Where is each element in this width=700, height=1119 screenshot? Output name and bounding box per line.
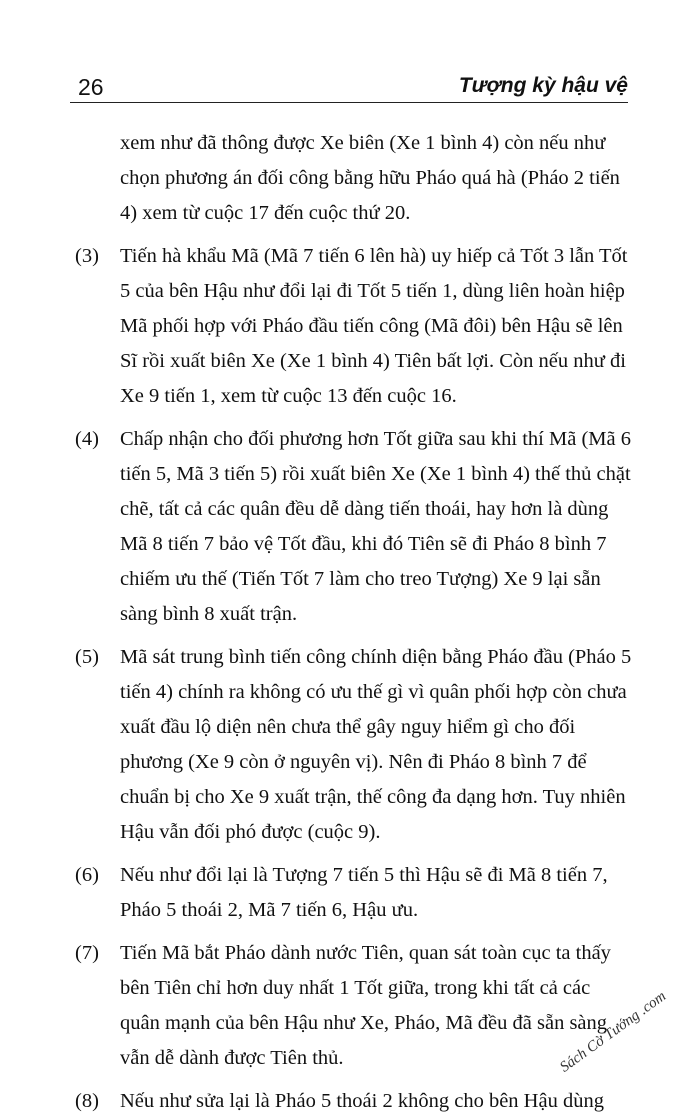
watermark: Sách Cờ Tướng .com xyxy=(557,988,670,1076)
note-5 xyxy=(75,640,635,850)
note-6 xyxy=(75,858,635,928)
note-3 xyxy=(75,239,635,414)
note-text: Tiến Mã bắt Pháo dành nước Tiên, quan sát toàn cục ta thấy bên Tiên chỉ hơn duy nhất 1 Tốt giữa, trong khi tất cả các quân mạnh của bên Hậu như Xe, Pháo, Mã đều đã sẵn sàng vẫn dễ dành được Tiên thủ. xyxy=(120,942,611,1069)
running-title: Tượng kỳ hậu vệ xyxy=(458,74,628,97)
page-body xyxy=(75,126,635,1119)
note-text: Tiến hà khẩu Mã (Mã 7 tiến 6 lên hà) uy hiếp cả Tốt 3 lẫn Tốt 5 của bên Hậu như đổi lại đi Tốt 5 tiến 1, dùng liên hoàn hiệp Mã phối hợp với Pháo đầu tiến công (Mã đôi) bên Hậu sẽ lên Sĩ rồi xuất biên Xe (Xe 1 bình 4) Tiên bất lợi. Còn nếu như đi Xe 9 tiến 1, xem từ cuộc 13 đến cuộc 16. xyxy=(120,245,628,407)
note-text: Chấp nhận cho đối phương hơn Tốt giữa sau khi thí Mã (Mã 6 tiến 5, Mã 3 tiến 5) rồi xuất biên Xe (Xe 1 bình 4) thế thủ chặt chẽ, tất cả các quân đều dễ dàng tiến thoái, hay hơn là dùng Mã 8 tiến 7 bảo vệ Tốt đầu, khi đó Tiên sẽ đi Pháo 8 bình 7 chiếm ưu thế (Tiến Tốt 7 làm cho treo Tượng) Xe 9 lại sẵn sàng bình 8 xuất trận. xyxy=(120,428,631,625)
note-text: Nếu như sửa lại là Pháo 5 thoái 2 không cho bên Hậu dùng xyxy=(120,1090,604,1112)
page-header xyxy=(70,72,628,104)
note-8 xyxy=(75,1084,635,1119)
header-rule xyxy=(70,102,628,103)
page-number: 26 xyxy=(78,74,104,100)
note-number: (7) xyxy=(75,942,99,964)
note-number: (8) xyxy=(75,1090,99,1112)
continuation-paragraph: xem như đã thông được Xe biên (Xe 1 bình 4) còn nếu như chọn phương án đối công bằng hữu Pháo quá hà (Pháo 2 tiến 4) xem từ cuộc 17 đến cuộc thứ 20. xyxy=(120,132,620,224)
note-4 xyxy=(75,422,635,632)
note-number: (6) xyxy=(75,864,99,886)
note-7 xyxy=(75,936,635,1076)
note-text: Mã sát trung bình tiến công chính diện bằng Pháo đầu (Pháo 5 tiến 4) chính ra không có ưu thế gì vì quân phối hợp còn chưa xuất đầu lộ diện nên chưa thể gây nguy hiểm gì cho đối phương (Xe 9 còn ở nguyên vị). Nên đi Pháo 8 bình 7 để chuẩn bị cho Xe 9 xuất trận, thế công đa dạng hơn. Tuy nhiên Hậu vẫn đối phó được (cuộc 9). xyxy=(120,646,632,843)
note-text: Nếu như đổi lại là Tượng 7 tiến 5 thì Hậu sẽ đi Mã 8 tiến 7, Pháo 5 thoái 2, Mã 7 tiến 6, Hậu ưu. xyxy=(120,864,608,921)
note-number: (4) xyxy=(75,428,99,450)
note-number: (3) xyxy=(75,245,99,267)
note-number: (5) xyxy=(75,646,99,668)
